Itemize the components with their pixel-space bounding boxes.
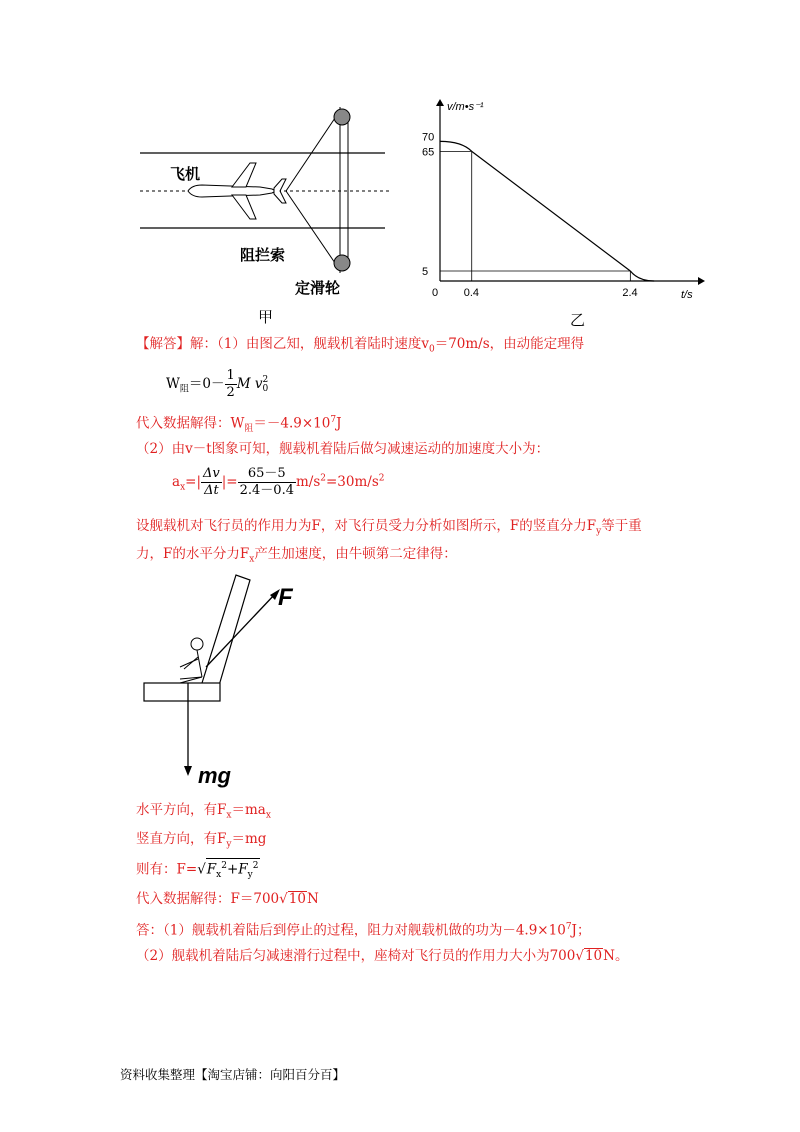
vertical-eq: 竖直方向，有$F_y=mg$ xyxy=(136,831,267,850)
para1: 设舰载机对飞行员的作用力为F，对飞行员受力分析如图所示，F的竖直分力$F_y$等于重 xyxy=(136,518,642,537)
seat-base xyxy=(144,683,220,701)
solution-intro: 【解答】解：（1）由图乙知，舰载机着陆时速度$v_0=70m/s$，由动能定理得 xyxy=(136,336,585,355)
y-tick-label-5: 5 xyxy=(422,266,429,279)
figure-jia xyxy=(140,95,410,330)
footer-text: 资料收集整理【淘宝店铺：向阳百分百】 xyxy=(120,1067,346,1082)
result-work: 代入数据解得：$W_阻=-4.9\times 10^7J$ xyxy=(136,415,342,435)
force-diagram xyxy=(140,565,320,790)
part2-text: （2）由v－t图象可知，舰载机着陆后做匀减速运动的加速度大小为： xyxy=(136,441,550,457)
series-line-segment xyxy=(472,151,631,271)
y-tick-label-70: 70 xyxy=(422,131,435,144)
x-axis-label: t/s xyxy=(681,289,693,301)
label-plane: 飞机 xyxy=(170,166,201,183)
label-mg: mg xyxy=(198,763,231,788)
label-F: F xyxy=(278,584,293,611)
seat-back xyxy=(202,575,250,689)
plane-icon xyxy=(188,163,286,219)
pilot-figure xyxy=(180,638,203,683)
horizontal-eq: 水平方向，有$F_x=ma_x$ xyxy=(136,802,271,821)
solution-tag: 【解答】 xyxy=(136,336,190,352)
y-axis-label: v/m•s⁻¹ xyxy=(447,101,484,113)
pulley-top-icon xyxy=(334,109,350,125)
eq-work: $W_阻=0-$ $\frac{1}{2}$ M v 2 0 xyxy=(166,368,269,400)
label-pulley: 定滑轮 xyxy=(295,280,341,297)
answer-1: 答：（1）舰载机着陆后到停止的过程，阻力对舰载机做的功为$-4.9\times 10^7J$； xyxy=(136,922,591,939)
answer-2: （2）舰载机着陆后匀减速滑行过程中，座椅对飞行员的作用力大小为700√10N。 xyxy=(136,948,629,964)
y-tick-label-65: 65 xyxy=(422,146,435,159)
combined-eq: 则有：$F=√F_x^2+F_y^2$ xyxy=(136,858,260,883)
x-tick-label-0.4: 0.4 xyxy=(463,287,480,299)
result-force: 代入数据解得：F＝700√10N xyxy=(136,891,319,907)
pulley-bottom-icon xyxy=(334,255,350,271)
series-curve-segment xyxy=(440,141,472,151)
x-tick-label-2.4: 2.4 xyxy=(622,287,638,299)
caption-jia: 甲 xyxy=(258,309,274,326)
figure-yi xyxy=(415,98,705,330)
series-tail-segment xyxy=(630,271,654,281)
eq-accel: $a_x=|$ $\frac{\Delta v}{\Delta t}$ |= $\frac{65-5}{2.4-0.4}$ $m/s^2=30m/s^2$ xyxy=(172,466,385,498)
label-cable: 阻拦索 xyxy=(240,247,286,264)
caption-yi: 乙 xyxy=(570,312,586,329)
para2: 力，F的水平分力$F_x$产生加速度，由牛顿第二定律得： xyxy=(136,546,457,565)
origin-label: 0 xyxy=(432,287,439,299)
